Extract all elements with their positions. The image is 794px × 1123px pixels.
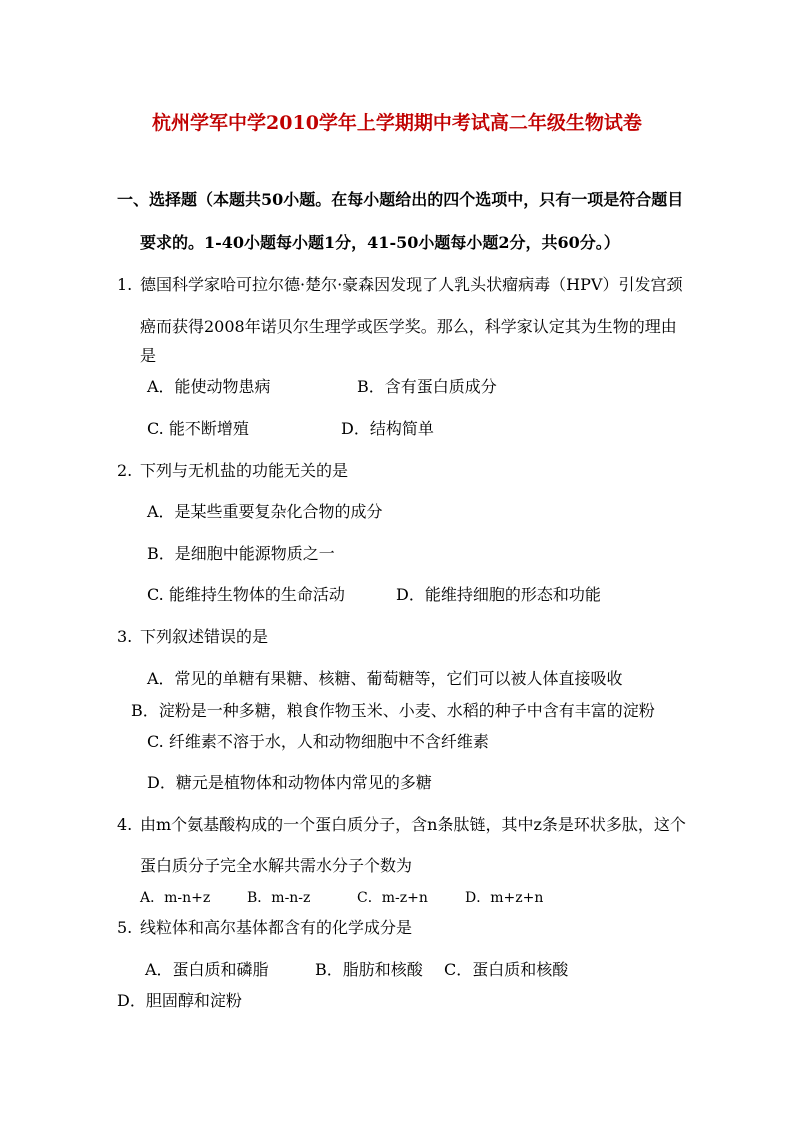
option-d: D．结构简单 [341, 419, 434, 438]
option-c: C. 纤维素不溶于水，人和动物细胞中不含纤维素 [147, 732, 489, 751]
question-stem-line: 由m个氨基酸构成的一个蛋白质分子，含n条肽链，其中z条是环状多肽，这个 [140, 815, 686, 834]
option-d: D．胆固醇和淀粉 [117, 991, 242, 1010]
section-heading-line-2: 要求的。1-40小题每小题1分，41-50小题每小题2分，共60分。） [140, 233, 620, 252]
question-stem-line: 癌而获得2008年诺贝尔生理学或医学奖。那么，科学家认定其为生物的理由 [140, 317, 677, 336]
option-c: C. 能维持生物体的生命活动 [147, 585, 345, 604]
option-b: B．淀粉是一种多糖，粮食作物玉米、小麦、水稻的种子中含有丰富的淀粉 [131, 701, 655, 720]
option-d: D．m+z+n [465, 890, 544, 906]
option-c: C. 能不断增殖 [147, 419, 249, 438]
question-stem-line: 下列叙述错误的是 [140, 627, 269, 646]
question-stem-line: 德国科学家哈可拉尔德·楚尔·豪森因发现了人乳头状瘤病毒（HPV）引发宫颈 [140, 275, 683, 294]
question-stem-line: 是 [140, 346, 157, 365]
question-number: 5. [117, 918, 133, 937]
page-title: 杭州学军中学2010学年上学期期中考试高二年级生物试卷 [152, 112, 642, 134]
question-stem-line: 蛋白质分子完全水解共需水分子个数为 [140, 856, 413, 875]
question-number: 3. [117, 627, 133, 646]
question-stem-line: 下列与无机盐的功能无关的是 [140, 461, 349, 480]
option-c: C．m-z+n [357, 890, 428, 906]
question-number: 1. [117, 275, 133, 294]
question-number: 2. [117, 461, 133, 480]
option-a: A．m-n+z [140, 890, 211, 906]
option-d: D．糖元是植物体和动物体内常见的多糖 [147, 773, 432, 792]
option-a: A．蛋白质和磷脂 [145, 960, 269, 979]
option-c: C．蛋白质和核酸 [444, 960, 569, 979]
option-a: A．是某些重要复杂化合物的成分 [147, 502, 383, 521]
option-d: D．能维持细胞的形态和功能 [396, 585, 601, 604]
option-b: B．含有蛋白质成分 [357, 377, 497, 396]
option-b: B．脂肪和核酸 [315, 960, 423, 979]
option-b: B．是细胞中能源物质之一 [147, 544, 335, 563]
option-a: A．能使动物患病 [147, 377, 271, 396]
option-b: B．m-n-z [247, 890, 311, 906]
question-stem-line: 线粒体和高尔基体都含有的化学成分是 [140, 918, 413, 937]
option-a: A．常见的单糖有果糖、核糖、葡萄糖等，它们可以被人体直接吸收 [147, 669, 623, 688]
question-number: 4. [117, 815, 133, 834]
section-heading-line-1: 一、选择题（本题共50小题。在每小题给出的四个选项中，只有一项是符合题目 [117, 190, 684, 209]
